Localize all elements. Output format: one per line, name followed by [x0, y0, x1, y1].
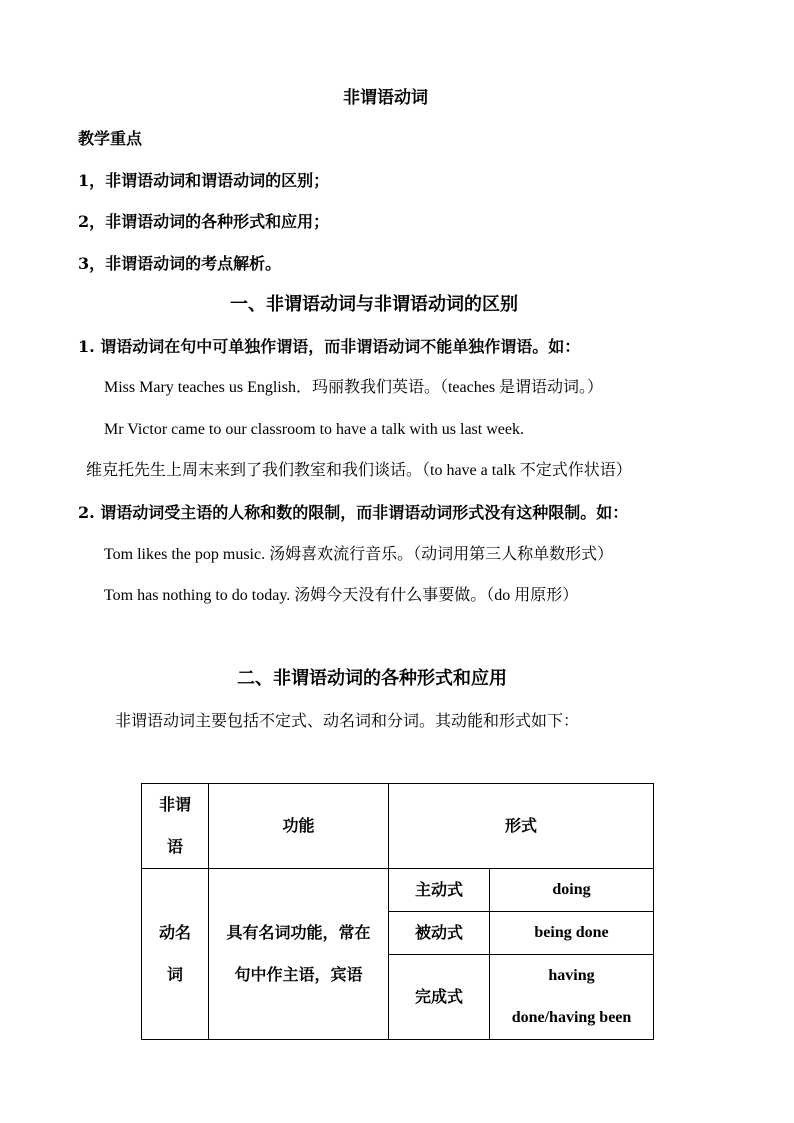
section1-example1: Miss Mary teaches us English．玛丽教我们英语。（teaches 是谓语动词。）	[104, 379, 604, 396]
form-label-active: 主动式	[389, 869, 490, 912]
focus-item: 3，非谓语动词的考点解析。	[78, 254, 282, 273]
form-value-passive: being done	[490, 912, 654, 955]
section1-example2: Mr Victor came to our classroom to have a talk with us last week.	[104, 421, 524, 438]
form-value-perfect	[490, 955, 654, 1040]
row-cell-name-line2: 词	[166, 965, 183, 984]
teaching-focus-label: 教学重点	[78, 129, 143, 148]
forms-table	[141, 783, 654, 1040]
form-label-perfect: 完成式	[389, 955, 490, 1040]
form-value-perfect-line2: done/having been	[511, 1009, 632, 1026]
header-cell-type	[142, 784, 209, 869]
row-cell-function	[209, 869, 389, 1040]
section1-point2: 2. 谓语动词受主语的人称和数的限制，而非谓语动词形式没有这种限制。如：	[78, 503, 629, 522]
form-value-active: doing	[490, 869, 654, 912]
form-label-passive: 被动式	[389, 912, 490, 955]
form-value-perfect-line1: having	[548, 967, 595, 984]
table-row	[142, 869, 654, 912]
table-header-row	[142, 784, 654, 869]
page-title: 非谓语动词	[343, 88, 428, 108]
row-cell-function-line2: 句中作主语，宾语	[234, 965, 363, 984]
section1-heading: 一、非谓语动词与非谓语动词的区别	[230, 294, 518, 315]
header-cell-type-line1: 非谓	[158, 795, 191, 814]
section2-intro: 非谓语动词主要包括不定式、动名词和分词。其动能和形式如下：	[115, 711, 580, 730]
row-cell-name-line1: 动名	[158, 923, 191, 942]
header-cell-type-line2: 语	[166, 837, 183, 856]
section2-heading: 二、非谓语动词的各种形式和应用	[237, 668, 507, 689]
section1-point1: 1. 谓语动词在句中可单独作谓语，而非谓语动词不能单独作谓语。如：	[78, 337, 581, 356]
section1-example4: Tom has nothing to do today. 汤姆今天没有什么事要做。（do 用原形）	[104, 587, 579, 604]
row-cell-function-line1: 具有名词功能，常在	[226, 923, 371, 942]
focus-item: 2，非谓语动词的各种形式和应用；	[78, 212, 330, 231]
header-cell-function: 功能	[209, 784, 389, 869]
focus-item: 1，非谓语动词和谓语动词的区别；	[78, 171, 330, 190]
row-cell-name	[142, 869, 209, 1040]
section1-example3: Tom likes the pop music. 汤姆喜欢流行音乐。（动词用第三人称单数形式）	[104, 546, 614, 563]
section1-example2-translation: 维克托先生上周末来到了我们教室和我们谈话。（to have a talk 不定式作状语）	[86, 462, 632, 479]
header-cell-forms: 形式	[389, 784, 654, 869]
